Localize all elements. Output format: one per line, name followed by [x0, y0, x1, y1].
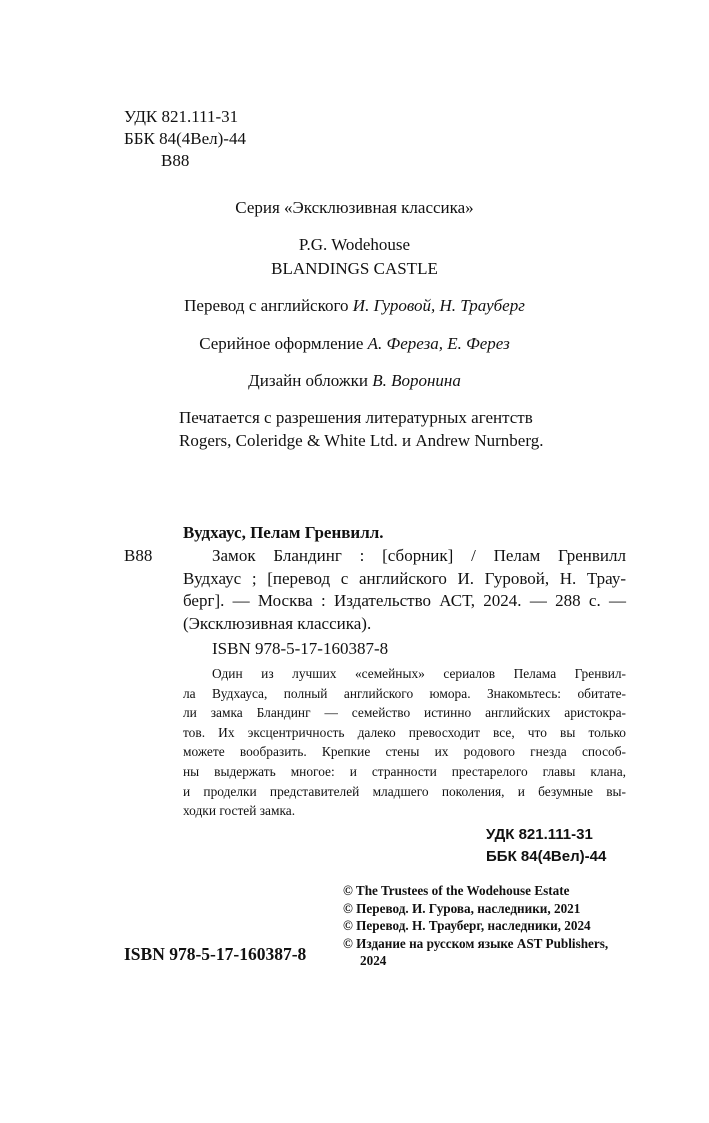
annotation-line: Один из лучших «семейных» сериалов Пелама Гренвил-	[212, 666, 626, 681]
isbn-bottom: ISBN 978-5-17-160387-8	[124, 944, 307, 964]
original-author: P.G. Wodehouse	[298, 235, 411, 254]
copyright-line: © Перевод. И. Гурова, наследники, 2021	[343, 900, 581, 916]
bib-isbn: ISBN 978-5-17-160387-8	[212, 639, 389, 658]
udk-code-bottom: УДК 821.111-31	[486, 826, 593, 843]
bib-author-mark: В88	[124, 546, 153, 565]
udk-code-top: УДК 821.111-31	[124, 107, 239, 126]
translation-credit	[0, 295, 709, 317]
copyright-line: 2024	[360, 953, 387, 968]
bib-line: (Эксклюзивная классика).	[183, 613, 372, 633]
bib-description	[183, 545, 626, 635]
annotation-line: и проделки представителей младшего поколения, и безумные вы-	[183, 783, 626, 799]
bib-line: берг]. — Москва : Издательство АСТ, 2024. — 288 с. —	[183, 591, 626, 610]
copyright-block	[343, 882, 608, 970]
copyright-line: © Издание на русском языке AST Publishers,	[343, 935, 609, 951]
annotation	[183, 664, 626, 821]
translator-names: И. Гуровой, Н. Трауберг	[352, 296, 525, 315]
annotation-line: тов. Их эксцентричность далеко превосходит все, что вы только	[183, 724, 626, 740]
series-design-credit	[0, 333, 709, 355]
author-mark-top: В88	[161, 151, 190, 170]
annotation-line: ли замка Бландинг — семейство истинно английских аристокра-	[183, 705, 626, 721]
permission-line-2: Rogers, Coleridge & White Ltd. и Andrew Nurnberg.	[179, 431, 544, 450]
cover-designer-names: В. Воронина	[372, 371, 461, 390]
bib-heading: Вудхаус, Пелам Гренвилл.	[183, 523, 384, 542]
annotation-line: ходки гостей замка.	[183, 803, 296, 819]
translation-prefix: Перевод с английского	[184, 296, 353, 315]
cover-design-credit	[0, 370, 709, 392]
bbk-code-bottom: ББК 84(4Вел)-44	[486, 848, 607, 865]
cover-design-prefix: Дизайн обложки	[248, 371, 373, 390]
copyright-line: © Перевод. Н. Трауберг, наследники, 2024	[343, 918, 591, 933]
series-design-prefix: Серийное оформление	[199, 334, 368, 353]
annotation-line: ны выдержать многое: и странности престарелого главы клана,	[183, 763, 626, 779]
copyright-line: © The Trustees of the Wodehouse Estate	[343, 883, 570, 898]
series-line: Серия «Эксклюзивная классика»	[235, 198, 474, 217]
bib-line: Вудхаус ; [перевод с английского И. Гуровой, Н. Трау-	[183, 568, 626, 588]
bib-line: Замок Бландинг : [сборник] / Пелам Гренвилл	[212, 546, 626, 565]
original-title: BLANDINGS CASTLE	[271, 259, 438, 278]
permission-line-1: Печатается с разрешения литературных агентств	[179, 408, 533, 427]
annotation-line: ла Вудхауса, полный английского юмора. Знакомьтесь: обитате-	[183, 685, 626, 701]
annotation-line: можете вообразить. Крепкие стены их родового гнезда способ-	[183, 744, 626, 760]
bbk-code-top: ББК 84(4Вел)-44	[124, 129, 246, 148]
series-designer-names: А. Фереза, Е. Ферез	[367, 334, 510, 353]
